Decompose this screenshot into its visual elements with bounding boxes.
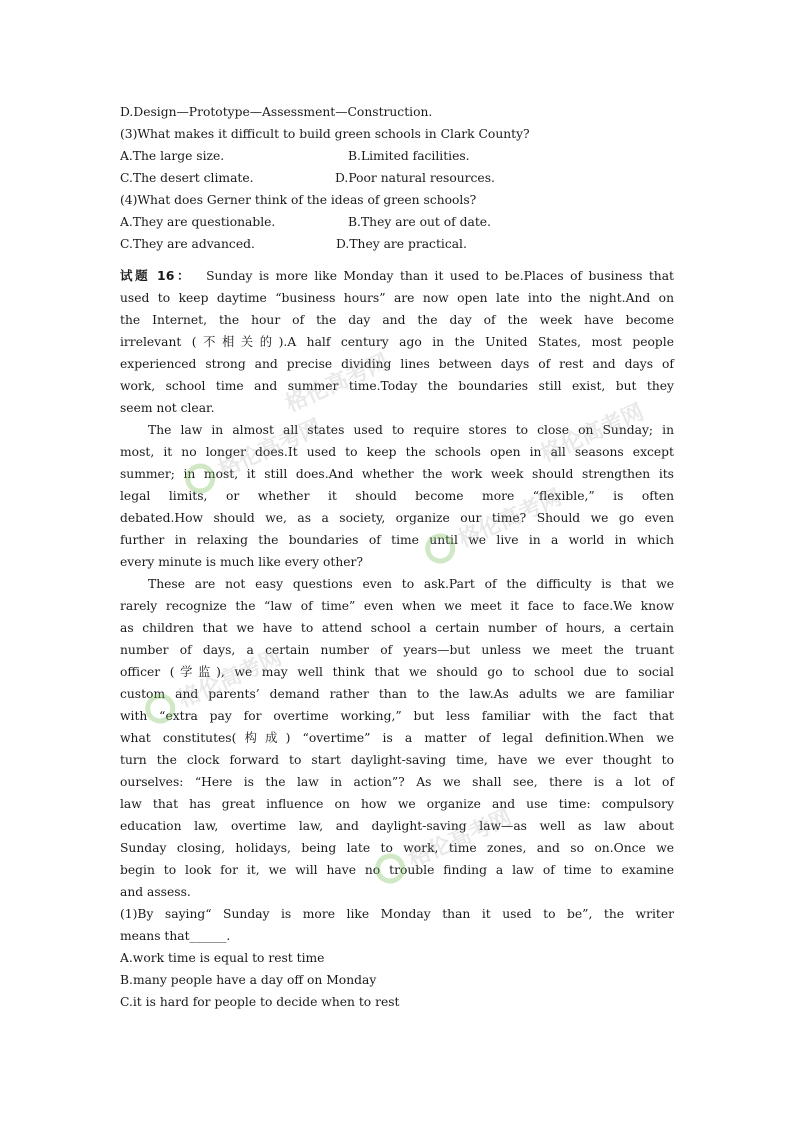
watermark: 格伦高考网: [537, 399, 648, 468]
passage-line: turn the clock forward to start daylight-saving time, have we ever thought to: [120, 753, 674, 767]
passage-line: the Internet, the hour of the day and the day of the week have become: [120, 313, 674, 327]
q4-options-row2: [120, 233, 674, 255]
q4-option-c: C.They are advanced.: [120, 237, 255, 251]
q1-stem-line1: (1)By saying“ Sunday is more like Monday than it used to be”, the writer: [120, 907, 674, 921]
q4-option-d: D.They are practical.: [336, 237, 467, 251]
passage-line: every minute is much like every other?: [120, 555, 363, 569]
q3-option-b: B.Limited facilities.: [348, 149, 470, 163]
passage-line: debated.How should we, as a society, organize our time? Should we go even: [120, 511, 674, 525]
passage-line: number of days, a certain number of years—but unless we meet the truant: [120, 643, 674, 657]
q3-options-row1: [120, 145, 674, 167]
watermark: 格伦高考网: [420, 481, 566, 569]
passage-line: custom and parents’ demand rather than to the law.As adults we are familiar: [120, 687, 674, 701]
passage-line: and assess.: [120, 885, 191, 899]
passage-line: 试题 16： Sunday is more like Monday than it used to be.Places of business that: [120, 268, 675, 283]
q3-options-row2: [120, 167, 674, 189]
passage-line: law that has great influence on how we organize and use time: compulsory: [120, 797, 674, 811]
passage-line: The law in almost all states used to require stores to close on Sunday; in: [148, 423, 674, 437]
passage-line: used to keep daytime “business hours” are now open late into the night.And on: [120, 291, 674, 305]
passage-line: rarely recognize the “law of time” even when we meet it face to face.We know: [120, 599, 674, 613]
q1-stem: [120, 903, 674, 947]
passage-paragraph-1: [120, 265, 674, 419]
passage-line: Sunday closing, holidays, being late to work, time zones, and so on.Once we: [120, 841, 674, 855]
q1-stem-line2: means that______.: [120, 929, 231, 943]
passage-line: ourselves: “Here is the law in action”? As we shall see, there is a lot of: [120, 775, 674, 789]
passage-line: experienced strong and precise dividing lines between days of rest and days of: [120, 357, 674, 371]
passage-paragraph-2: [120, 419, 674, 573]
passage-line: seem not clear.: [120, 401, 215, 415]
passage-line: summer; in most, it still does.And whether the work week should strengthen its: [120, 467, 674, 481]
document-page: [120, 101, 674, 1013]
passage-paragraph-3: [120, 573, 674, 903]
watermark: 格伦高考网: [282, 349, 393, 418]
q4-stem: (4)What does Gerner think of the ideas of green schools?: [120, 193, 477, 207]
passage-line: education law, overtime law, and daylight-saving law—as well as law about: [120, 819, 674, 833]
passage-line: begin to look for it, we will have no trouble finding a law of time to examine: [120, 863, 674, 877]
passage-line: with “extra pay for overtime working,” but less familiar with the fact that: [120, 709, 674, 723]
q1-option-a: A.work time is equal to rest time: [120, 951, 325, 965]
q3-option-d: D.Poor natural resources.: [335, 171, 495, 185]
q4-option-a: A.They are questionable.: [120, 215, 276, 229]
question-16-label: 试题 16：: [120, 268, 193, 283]
passage-line: irrelevant (不相关的).A half century ago in the United States, most people: [120, 335, 674, 349]
watermark: 格伦高考网: [140, 641, 286, 729]
q4-options-row1: [120, 211, 674, 233]
passage-line: work, school time and summer time.Today the boundaries still exist, but they: [120, 379, 674, 393]
q3-option-c: C.The desert climate.: [120, 171, 254, 185]
passage-line: most, it no longer does.It used to keep the schools open in all seasons except: [120, 445, 674, 459]
passage-line: what constitutes(构成) “overtime” is a matter of legal definition.When we: [120, 731, 674, 745]
passage-line: as children that we have to attend school a certain number of hours, a certain: [120, 621, 674, 635]
option-d-prev: D.Design—Prototype—Assessment—Construction.: [120, 105, 433, 119]
q1-option-b: B.many people have a day off on Monday: [120, 973, 377, 987]
watermark: 格伦高考网: [180, 411, 326, 499]
q4-option-b: B.They are out of date.: [348, 215, 491, 229]
passage-line: further in relaxing the boundaries of time until we live in a world in which: [120, 533, 674, 547]
q1-option-c: C.it is hard for people to decide when to rest: [120, 995, 400, 1009]
passage-line: legal limits, or whether it should become more “flexible,” is often: [120, 489, 674, 503]
watermark: 格伦高考网: [370, 801, 516, 889]
q3-stem: (3)What makes it difficult to build green schools in Clark County?: [120, 127, 530, 141]
passage-line: These are not easy questions even to ask.Part of the difficulty is that we: [148, 577, 674, 591]
passage-line: officer (学监), we may well think that we should go to school due to social: [120, 665, 674, 679]
q3-option-a: A.The large size.: [120, 149, 225, 163]
